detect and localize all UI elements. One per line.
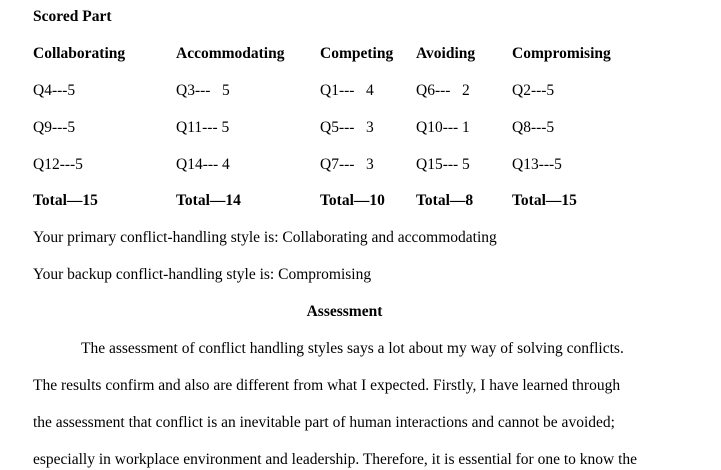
score-cell: Q6--- 2	[416, 82, 470, 99]
score-cell: Q13---5	[512, 156, 562, 173]
score-cell: Q7--- 3	[320, 156, 374, 173]
column-header-competing: Competing	[320, 45, 394, 62]
score-cell: Q10--- 1	[416, 119, 470, 136]
total-cell: Total—10	[320, 192, 385, 209]
score-cell: Q1--- 4	[320, 82, 374, 99]
paragraph-line: the assessment that conflict is an inevitable part of human interactions and cannot be avoided;	[33, 414, 615, 431]
total-cell: Total—8	[416, 192, 474, 209]
score-cell: Q5--- 3	[320, 119, 374, 136]
primary-style-line: Your primary conflict-handling style is: Collaborating and accommodating	[33, 229, 497, 246]
score-cell: Q9---5	[33, 119, 76, 136]
total-cell: Total—14	[176, 192, 241, 209]
score-cell: Q15--- 5	[416, 156, 470, 173]
paragraph-line: The results confirm and also are different from what I expected. Firstly, I have learned through	[33, 377, 621, 394]
column-header-collaborating: Collaborating	[33, 45, 126, 62]
score-cell: Q4---5	[33, 82, 76, 99]
score-cell: Q12---5	[33, 156, 83, 173]
score-cell: Q14--- 4	[176, 156, 230, 173]
assessment-heading: Assessment	[306, 303, 383, 320]
score-cell: Q3--- 5	[176, 82, 230, 99]
score-cell: Q11--- 5	[176, 119, 230, 136]
column-header-compromising: Compromising	[512, 45, 611, 62]
score-cell: Q8---5	[512, 119, 555, 136]
total-cell: Total—15	[512, 192, 577, 209]
score-cell: Q2---5	[512, 82, 555, 99]
backup-style-line: Your backup conflict-handling style is: Compromising	[33, 266, 372, 283]
total-cell: Total—15	[33, 192, 98, 209]
paragraph-line: especially in workplace environment and leadership. Therefore, it is essential for one to know the	[33, 451, 638, 468]
section-title: Scored Part	[33, 8, 112, 25]
paragraph-line: The assessment of conflict handling styles says a lot about my way of solving conflicts.	[81, 340, 624, 357]
column-header-accommodating: Accommodating	[176, 45, 285, 62]
column-header-avoiding: Avoiding	[416, 45, 476, 62]
